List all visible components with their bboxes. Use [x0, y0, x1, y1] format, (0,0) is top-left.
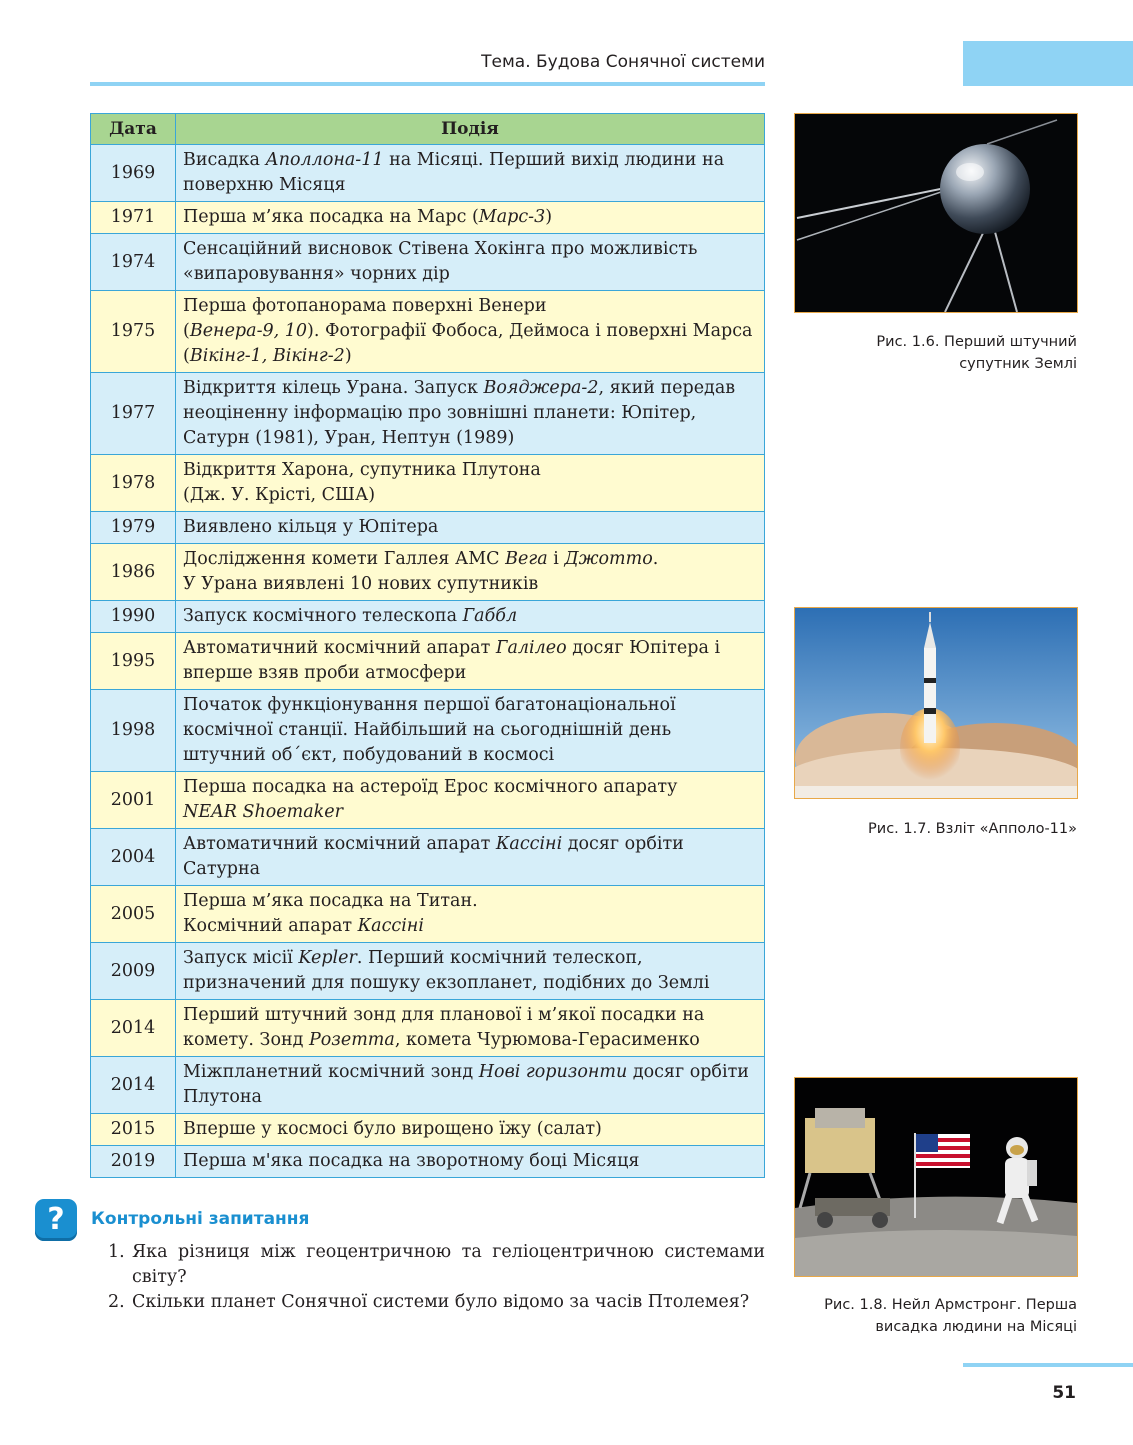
question-text: Скільки планет Сонячної системи було відомо за часів Птолемея?: [132, 1292, 750, 1312]
events-table: [90, 113, 765, 1178]
event-text: , комета Чурюмова-Герасименко: [394, 1030, 700, 1050]
event-description: [176, 202, 765, 234]
table-row: [91, 690, 765, 772]
event-text: Автоматичний космічний апарат: [183, 638, 496, 658]
figure-caption-sputnik: [794, 331, 1077, 375]
figure-sputnik-photo: [794, 113, 1078, 313]
event-description: [176, 772, 765, 829]
event-text: Запуск місії: [183, 948, 299, 968]
questions-heading: Контрольні запитання: [91, 1209, 310, 1229]
caption-line: супутник Землі: [959, 356, 1077, 372]
event-text: досяг Юпітера і вперше взяв проби атмосфери: [183, 638, 721, 683]
table-row: [91, 886, 765, 943]
question-text: Яка різниця між геоцентричною та геліоцентричною системами світу?: [132, 1242, 765, 1287]
event-description: [176, 145, 765, 202]
event-year: 2014: [91, 1000, 176, 1057]
event-text: Початок функціонування першої багатонаціональної космічної станції. Найбільший на сьогоднішній день штучний об΄єкт, побудований в космосі: [183, 695, 676, 765]
event-text: Відкриття Харона, супутника Плутона: [183, 460, 541, 480]
event-year: 1978: [91, 455, 176, 512]
event-text-italic: Нові горизонти: [478, 1062, 628, 1082]
event-text: Перша посадка на астероїд Ерос космічного апарату: [183, 777, 678, 797]
event-year: 2019: [91, 1146, 176, 1178]
table-row: [91, 943, 765, 1000]
event-text: Перший штучний зонд для планової і м’якої посадки на комету. Зонд: [183, 1005, 705, 1050]
event-description: [176, 1114, 765, 1146]
event-description: [176, 512, 765, 544]
event-text-italic: Вояджера-2: [483, 378, 599, 398]
event-description: [176, 633, 765, 690]
event-description: [176, 829, 765, 886]
event-year: 1969: [91, 145, 176, 202]
table-row: [91, 1114, 765, 1146]
event-text: ): [344, 346, 352, 366]
event-text: Перша м'яка посадка на зворотному боці Місяця: [183, 1151, 640, 1171]
figure-rocket-photo: [794, 607, 1078, 799]
event-text-italic: Вікінг-1, Вікінг-2: [189, 346, 345, 366]
event-text: Запуск космічного телескопа: [183, 606, 463, 626]
table-row: [91, 772, 765, 829]
events-table-body: [91, 145, 765, 1178]
table-row: [91, 512, 765, 544]
event-text-italic: Аполлона-11: [265, 150, 384, 170]
event-text: на Місяці. Перший вихід людини на поверхню Місяця: [183, 150, 725, 195]
caption-line: висадка людини на Місяці: [875, 1319, 1077, 1335]
table-row: [91, 291, 765, 373]
table-row: [91, 1146, 765, 1178]
figure-caption-rocket: [794, 818, 1077, 840]
event-description: [176, 373, 765, 455]
event-year: 1979: [91, 512, 176, 544]
list-item: [108, 1290, 765, 1315]
questions-list: [108, 1240, 765, 1315]
table-row: [91, 1057, 765, 1114]
event-text-italic: Розетта: [309, 1030, 395, 1050]
footer-rule: [963, 1363, 1133, 1367]
event-text: (Дж. У. Крісті, США): [183, 485, 376, 505]
table-row: [91, 455, 765, 512]
event-text: .: [652, 549, 659, 569]
table-row: [91, 633, 765, 690]
event-text-italic: NEAR Shoemaker: [183, 802, 343, 822]
event-description: [176, 544, 765, 601]
caption-line: Рис. 1.6. Перший штучний: [876, 334, 1077, 350]
event-text-italic: Джотто: [564, 549, 653, 569]
event-year: 1998: [91, 690, 176, 772]
question-mark-icon: ?: [35, 1199, 77, 1241]
event-text: Міжпланетний космічний зонд: [183, 1062, 479, 1082]
event-text: Дослідження комети Галлея АМС: [183, 549, 506, 569]
event-description: [176, 1000, 765, 1057]
event-text: У Урана виявлені 10 нових супутників: [183, 574, 539, 594]
event-year: 1975: [91, 291, 176, 373]
table-header-row: [91, 114, 765, 145]
event-text-italic: Галілео: [495, 638, 567, 658]
event-text-italic: Марс-3: [478, 207, 546, 227]
event-text-italic: Габбл: [462, 606, 518, 626]
event-description: [176, 601, 765, 633]
event-text: досяг орбіти Плутона: [183, 1062, 749, 1107]
table-row: [91, 202, 765, 234]
event-text: Перша фотопанорама поверхні Венери: [183, 296, 547, 316]
event-year: 2014: [91, 1057, 176, 1114]
question-number: 1.: [108, 1242, 125, 1262]
page-number: 51: [1052, 1383, 1076, 1403]
event-text: , який передав неоціненну інформацію про зовнішні планети: Юпітер, Сатурн (1981), Уран, Нептун (1989): [183, 378, 736, 448]
event-text-italic: Венера-9, 10: [189, 321, 308, 341]
event-year: 1977: [91, 373, 176, 455]
event-text: Сенсаційний висновок Стівена Хокінга про можливість «випаровування» чорних дір: [183, 239, 698, 284]
event-year: 2001: [91, 772, 176, 829]
event-text-italic: Вега: [505, 549, 548, 569]
event-description: [176, 886, 765, 943]
event-description: [176, 234, 765, 291]
event-text: ): [545, 207, 553, 227]
column-header-event: Подія: [176, 114, 765, 145]
event-year: 1990: [91, 601, 176, 633]
event-text: ). Фотографії Фобоса, Деймоса і поверхні Марса (: [183, 321, 753, 366]
event-text: Автоматичний космічний апарат: [183, 834, 496, 854]
event-text: Перша м’яка посадка на Марс (: [183, 207, 479, 227]
table-row: [91, 601, 765, 633]
event-text: Космічний апарат: [183, 916, 358, 936]
event-text: і: [547, 549, 565, 569]
event-year: 1995: [91, 633, 176, 690]
event-text: Виявлено кільця у Юпітера: [183, 517, 439, 537]
event-year: 2015: [91, 1114, 176, 1146]
table-row: [91, 544, 765, 601]
event-text: Висадка: [183, 150, 266, 170]
event-description: [176, 1146, 765, 1178]
event-year: 2005: [91, 886, 176, 943]
moon-landing-icon: [795, 1078, 1077, 1276]
figure-moon-landing-photo: [794, 1077, 1078, 1277]
event-description: [176, 943, 765, 1000]
event-text: (: [183, 321, 190, 341]
rocket-launch-icon: [795, 608, 1077, 798]
header-rule: [90, 82, 765, 86]
event-text-italic: Кассіні: [495, 834, 563, 854]
event-text-italic: Kepler: [298, 948, 357, 968]
event-description: [176, 1057, 765, 1114]
caption-line: Рис. 1.8. Нейл Армстронг. Перша: [824, 1297, 1077, 1313]
table-row: [91, 145, 765, 202]
question-number: 2.: [108, 1292, 125, 1312]
event-description: [176, 291, 765, 373]
event-description: [176, 455, 765, 512]
table-row: [91, 373, 765, 455]
event-year: 1986: [91, 544, 176, 601]
event-text: Перша м’яка посадка на Титан.: [183, 891, 478, 911]
header-accent-block: [963, 41, 1133, 86]
figure-caption-moon-landing: [774, 1294, 1077, 1338]
column-header-date: Дата: [91, 114, 176, 145]
event-text: . Перший космічний телескоп, призначений для пошуку екзопланет, подібних до Землі: [183, 948, 710, 993]
table-row: [91, 829, 765, 886]
event-year: 1971: [91, 202, 176, 234]
sputnik-satellite-icon: [795, 114, 1077, 312]
event-text: Вперше у космосі було вирощено їжу (салат): [183, 1119, 602, 1139]
table-row: [91, 234, 765, 291]
event-text: Відкриття кілець Урана. Запуск: [183, 378, 484, 398]
event-description: [176, 690, 765, 772]
event-year: 2004: [91, 829, 176, 886]
list-item: [108, 1240, 765, 1290]
event-text: досяг орбіти Сатурна: [183, 834, 684, 879]
event-text-italic: Кассіні: [357, 916, 424, 936]
event-year: 1974: [91, 234, 176, 291]
page-header-title: Тема. Будова Сонячної системи: [481, 52, 765, 72]
table-row: [91, 1000, 765, 1057]
event-year: 2009: [91, 943, 176, 1000]
caption-line: Рис. 1.7. Взліт «Апполо-11»: [868, 821, 1077, 837]
